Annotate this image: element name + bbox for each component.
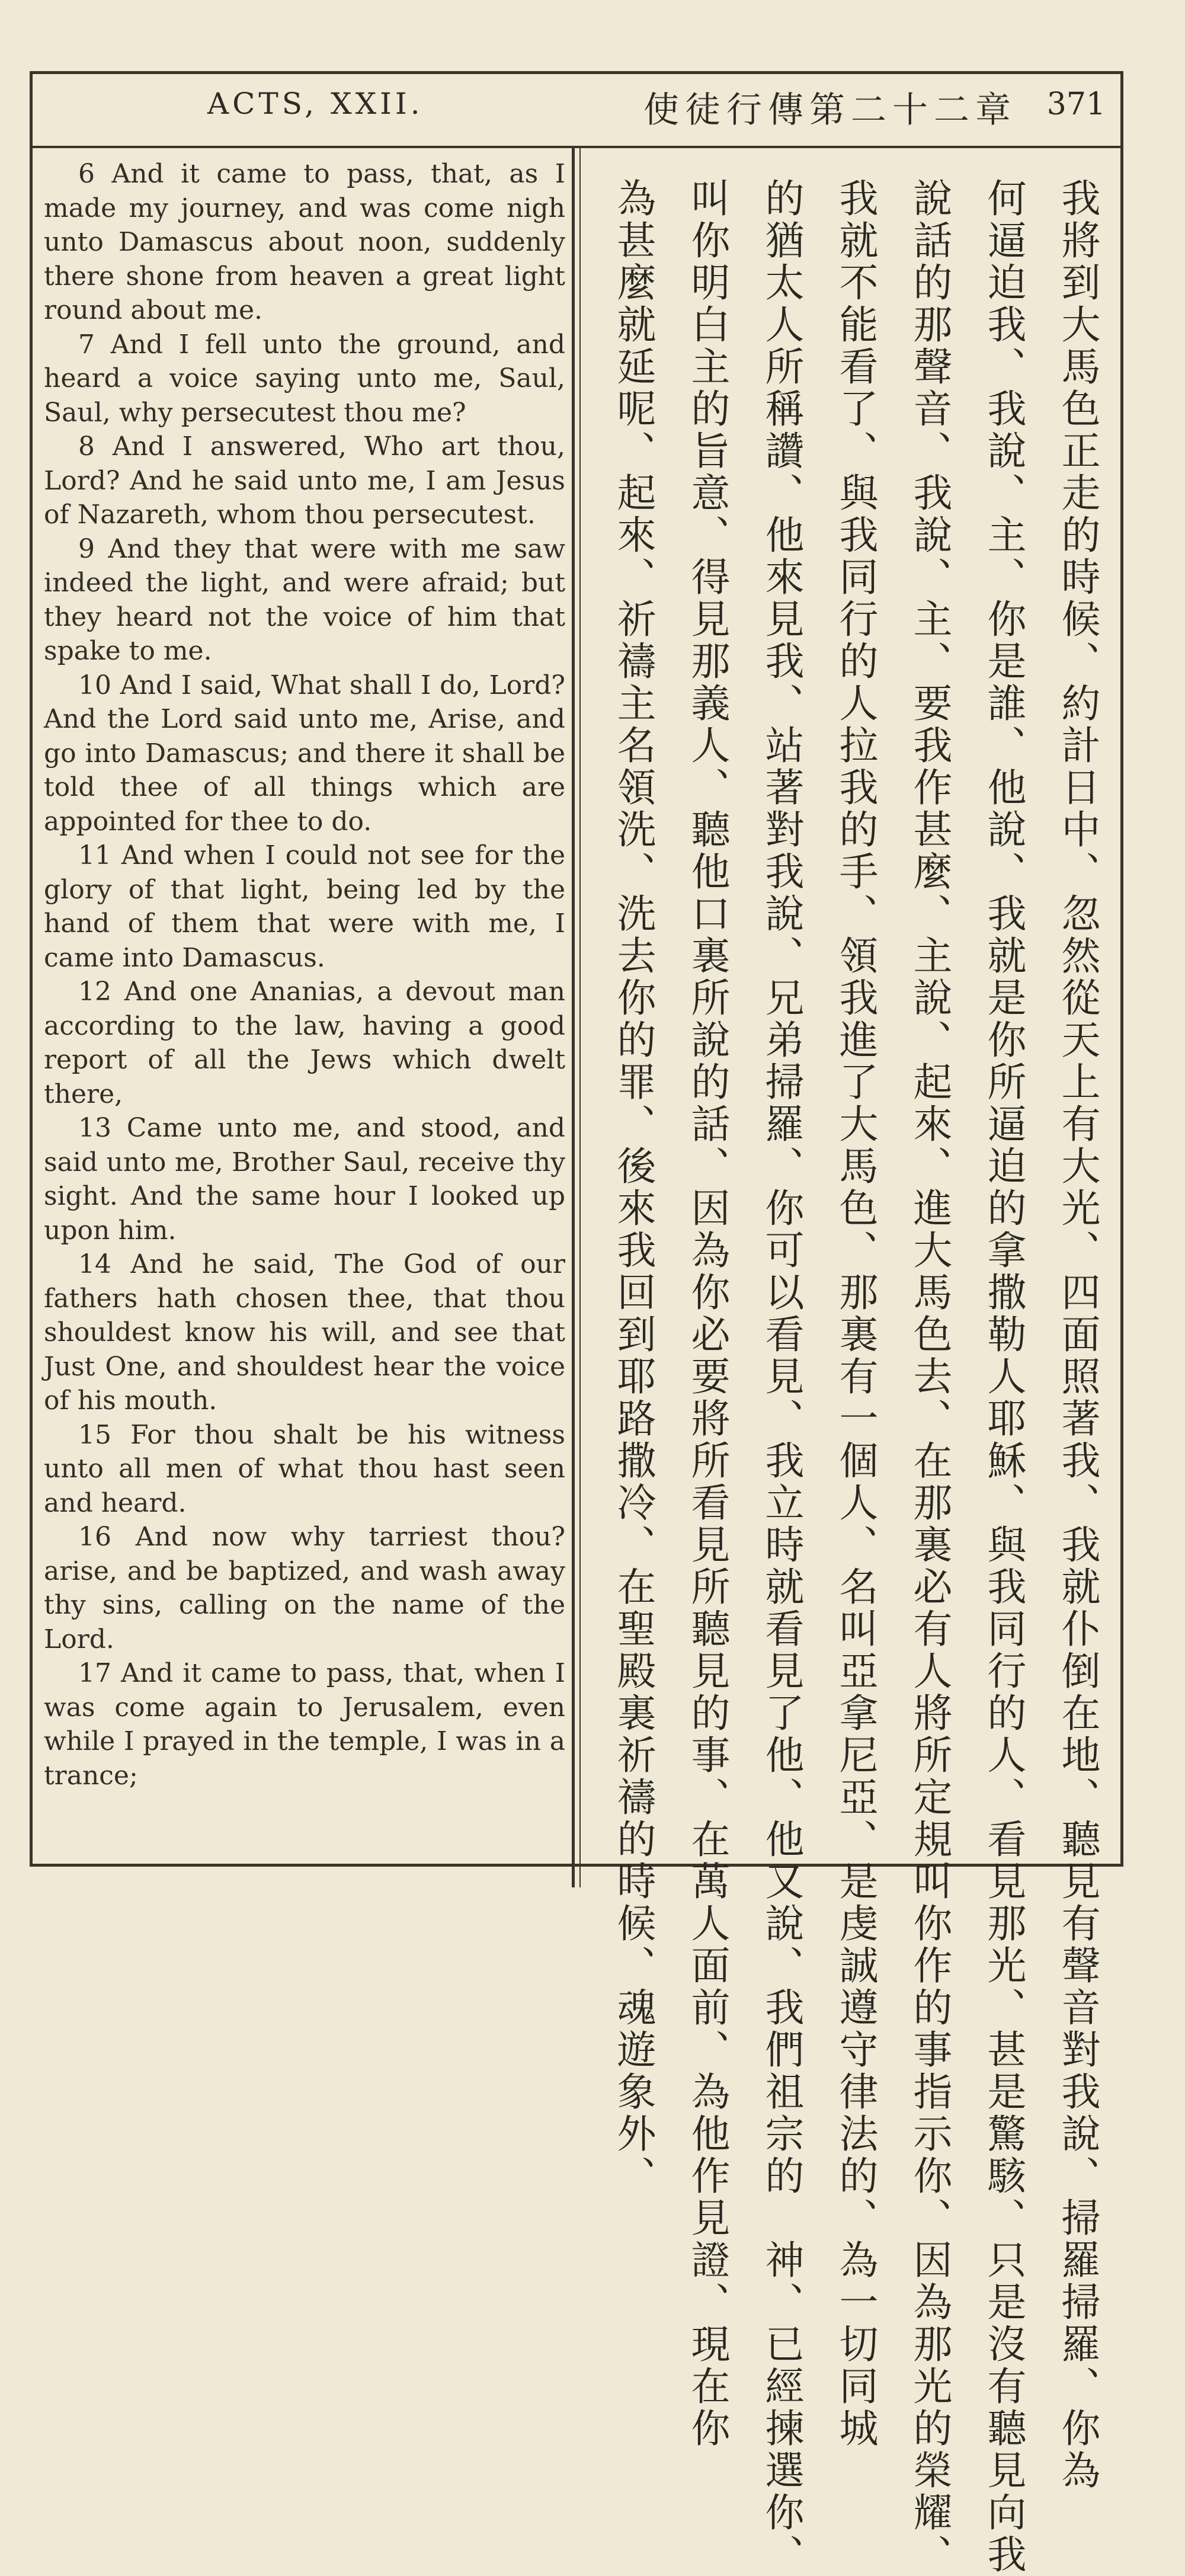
verse-12: 12 And one Ananias, a devout man according to the law, having a good report of all the Jews which dwelt there, xyxy=(44,977,565,1109)
verse-11: 11 And when I could not see for the glory of that light, being led by the hand of them that were with me, I came into Damascus. xyxy=(44,840,565,973)
chinese-column-1: 我將到大馬色正走的時候、約計日中、忽然從天上有大光、四面照著我、我就仆倒在地、聽見有聲音對我說、掃羅掃羅、你為 xyxy=(1055,178,1100,2492)
chinese-column-2: 何逼迫我、我說、主、你是誰、他說、我就是你所逼迫的拿撒勒人耶穌、與我同行的人、看見那光、甚是驚駭、只是沒有聽見向我 xyxy=(981,178,1026,2576)
page-header xyxy=(30,71,1123,148)
verse-7: 7 And I fell unto the ground, and heard a voice saying unto me, Saul, Saul, why persecutest thou me? xyxy=(44,329,565,428)
chinese-column-4: 我就不能看了、與我同行的人拉我的手、領我進了大馬色、那裏有一個人、名叫亞拿尼亞、是虔誠遵守律法的、為一切同城 xyxy=(832,178,878,2450)
chinese-running-title: 使徒行傳第二十二章 xyxy=(643,89,1017,131)
verse-8: 8 And I answered, Who art thou, Lord? And he said unto me, I am Jesus of Nazareth, whom thou persecutest. xyxy=(44,431,565,530)
column-divider xyxy=(572,148,575,1887)
verse-16: 16 And now why tarriest thou? arise, and be baptized, and wash away thy sins, calling on the name of the Lord. xyxy=(44,1522,565,1655)
verse-6: 6 And it came to pass, that, as I made my journey, and was come nigh unto Damascus about noon, suddenly there shone from heaven a great light round about me. xyxy=(44,159,565,325)
verse-14: 14 And he said, The God of our fathers hath chosen thee, that thou shouldest know his will, and see that Just One, and shouldest hear the voice of his mouth. xyxy=(44,1249,565,1416)
verse-13: 13 Came unto me, and stood, and said unto me, Brother Saul, receive thy sight. And the same hour I looked up upon him. xyxy=(44,1113,565,1246)
chinese-text-column xyxy=(587,178,1108,2576)
chinese-column-7: 為甚麼就延呢、起來、祈禱主名領洗、洗去你的罪、後來我回到耶路撒冷、在聖殿裏祈禱的時候、魂遊象外、 xyxy=(610,178,656,2197)
column-divider-thin xyxy=(579,148,581,1887)
chinese-column-3: 說話的那聲音、我說、主、要我作甚麼、主說、起來、進大馬色去、在那裏必有人將所定規叫你作的事指示你、因為那光的榮耀、 xyxy=(907,178,952,2576)
chinese-column-5: 的猶太人所稱讚、他來見我、站著對我說、兄弟掃羅、你可以看見、我立時就看見了他、他又說、我們祖宗的 神、已經揀選你、 xyxy=(758,178,804,2576)
verse-10: 10 And I said, What shall I do, Lord? And the Lord said unto me, Arise, and go into Damascus; and there it shall be told thee of all things which are appointed for thee to do. xyxy=(44,670,565,837)
verse-9: 9 And they that were with me saw indeed the light, and were afraid; but they heard not the voice of him that spake to me. xyxy=(44,533,565,666)
chinese-column-6: 叫你明白主的旨意、得見那義人、聽他口裏所說的話、因為你必要將所看見所聽見的事、在萬人面前、為他作見證、現在你 xyxy=(684,178,730,2450)
verse-17: 17 And it came to pass, that, when I was come again to Jerusalem, even while I prayed in the temple, I was in a trance; xyxy=(44,1658,565,1791)
english-text-column xyxy=(44,157,565,1793)
english-running-title: ACTS, XXII. xyxy=(207,87,424,121)
verse-15: 15 For thou shalt be his witness unto all men of what thou hast seen and heard. xyxy=(44,1419,565,1518)
page-number: 371 xyxy=(1046,87,1106,122)
